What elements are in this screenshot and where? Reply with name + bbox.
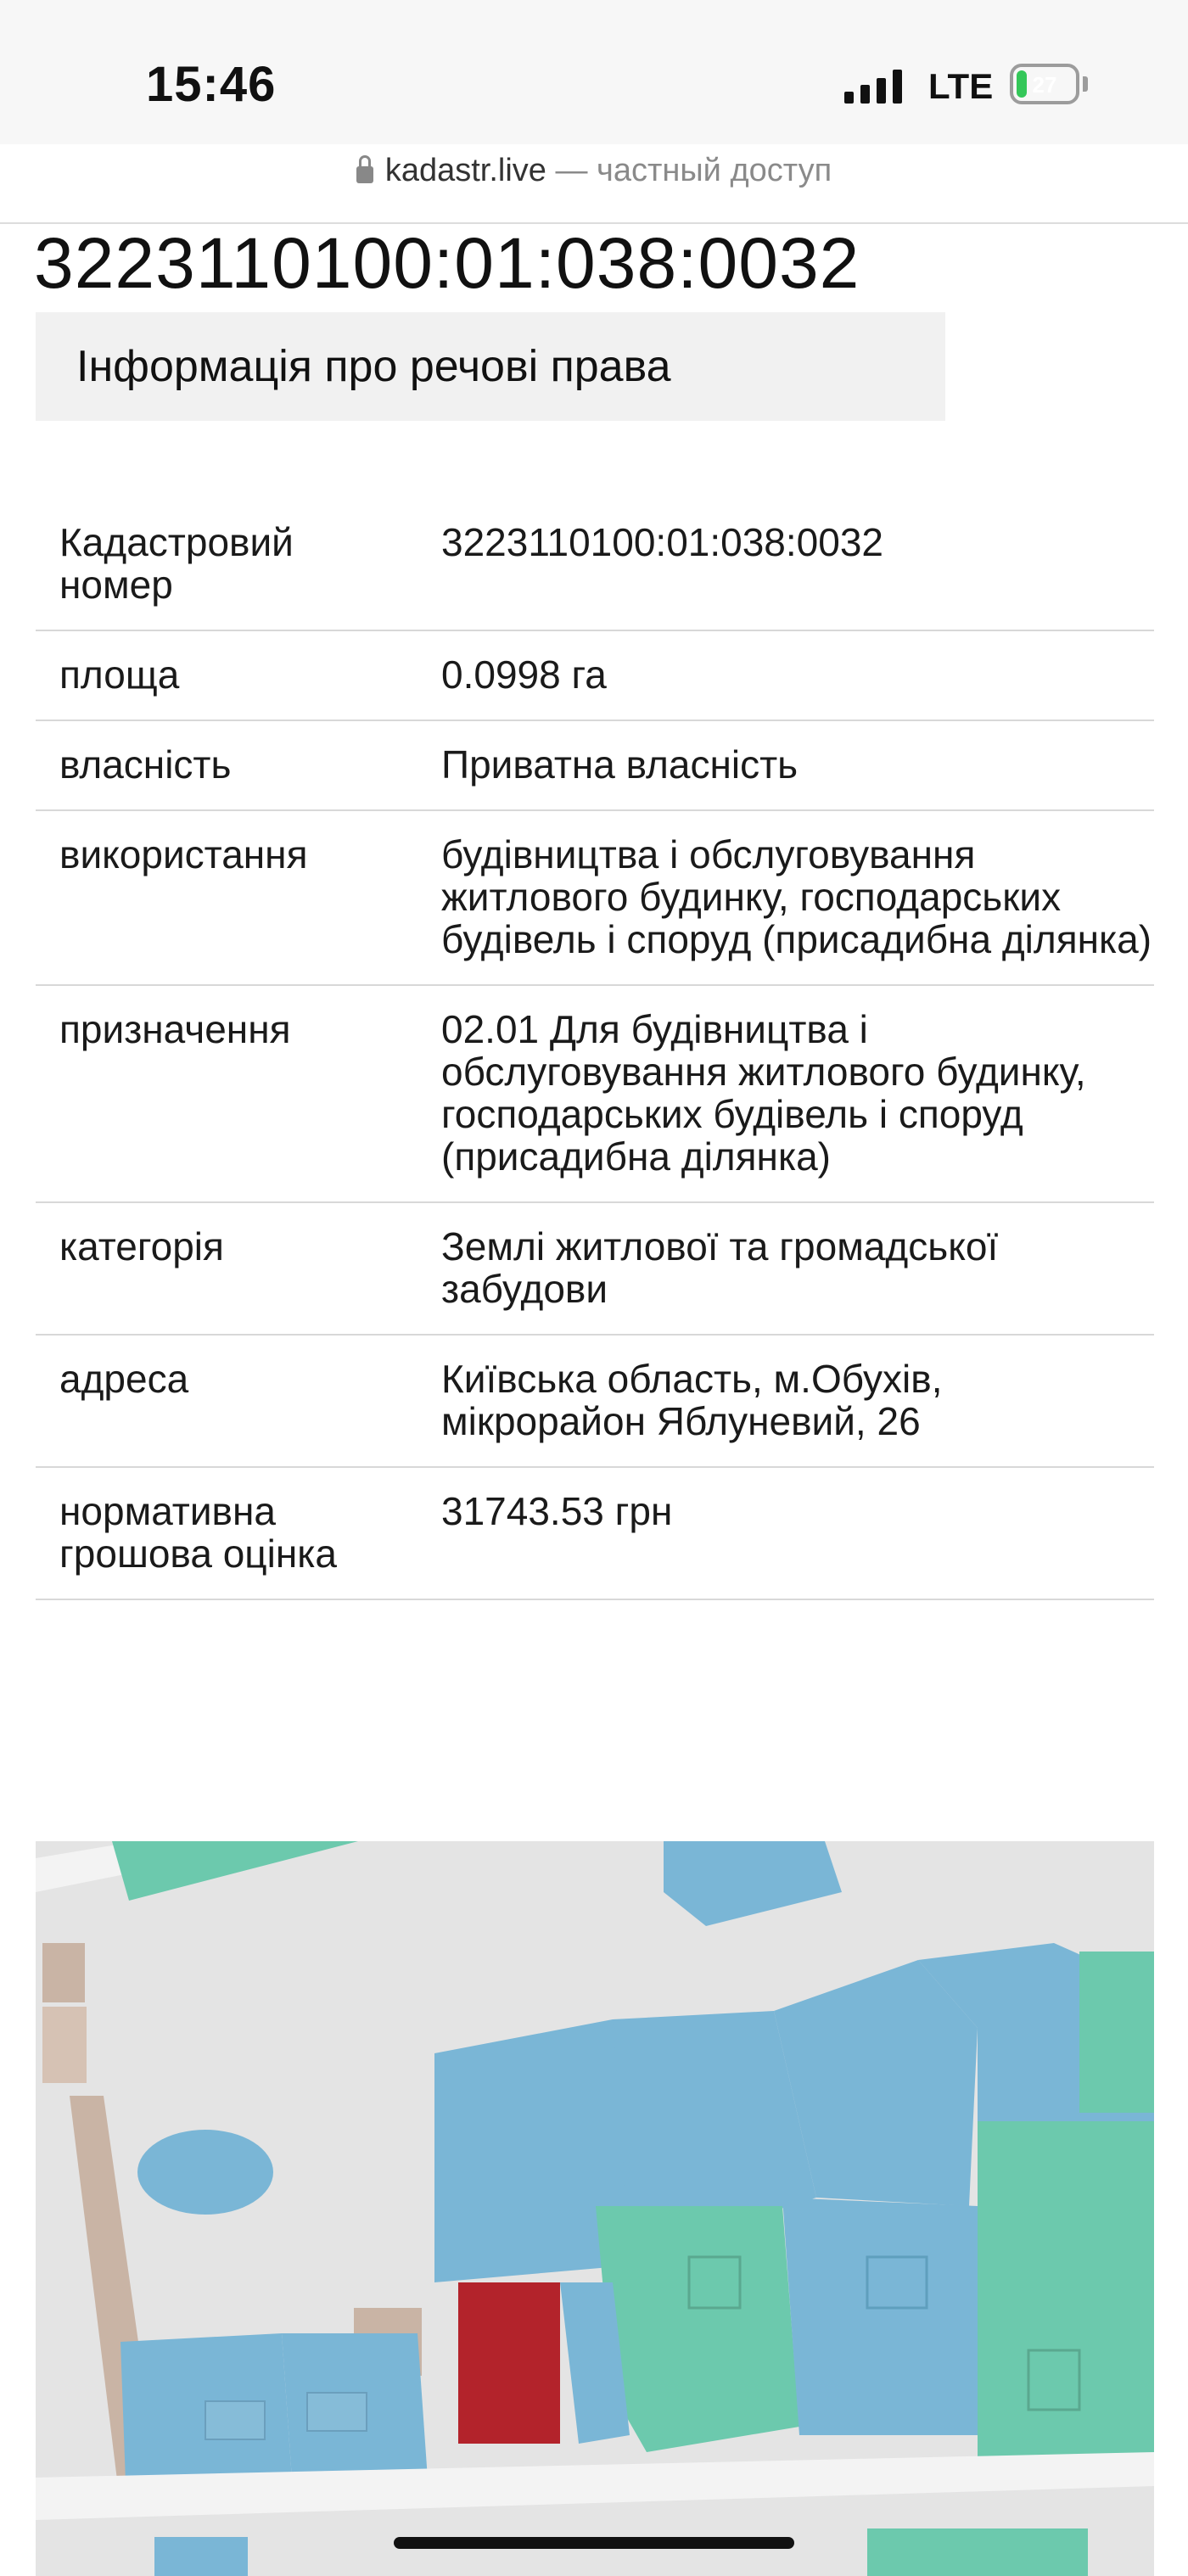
map-parcel[interactable]: [867, 2528, 1088, 2576]
map-building: [42, 2007, 87, 2083]
field-value: Приватна власність: [416, 720, 1154, 810]
access-note: — частный доступ: [555, 153, 832, 188]
home-indicator[interactable]: [394, 2537, 794, 2549]
address-bar[interactable]: [0, 153, 1188, 189]
map-building: [42, 1943, 85, 2002]
status-bar: [0, 0, 1188, 188]
field-label: категорія: [36, 1202, 416, 1335]
status-time: 15:46: [146, 57, 277, 112]
signal-strength-icon: [844, 70, 907, 104]
map-building: [307, 2393, 367, 2431]
cadastral-map[interactable]: [36, 1841, 1154, 2576]
field-value: Київська область, м.Обухів, мікрорайон Яблуневий, 26: [416, 1335, 1154, 1467]
battery-tip: [1083, 76, 1088, 92]
table-row: [36, 1202, 1154, 1335]
rights-section-title: Інформація про речові права: [76, 342, 671, 391]
battery-percent: 27: [1032, 72, 1057, 98]
map-parcel[interactable]: [978, 2121, 1154, 2333]
table-row: [36, 499, 1154, 630]
rights-section-header[interactable]: [36, 312, 945, 421]
table-row: [36, 1335, 1154, 1467]
field-label: використання: [36, 810, 416, 985]
map-building: [205, 2401, 265, 2439]
map-parcel[interactable]: [1079, 1952, 1154, 2113]
table-row: [36, 1467, 1154, 1599]
site-domain: kadastr.live: [384, 153, 546, 188]
field-label: власність: [36, 720, 416, 810]
map-parcel[interactable]: [154, 2537, 248, 2576]
table-row: [36, 810, 1154, 985]
field-value: 02.01 Для будівництва і обслуговування житлового будинку, господарських будівель і споруд (присадибна ділянка): [416, 985, 1154, 1202]
table-row: [36, 985, 1154, 1202]
map-canvas[interactable]: [36, 1841, 1154, 2576]
battery-icon: [1010, 64, 1079, 104]
field-label: адреса: [36, 1335, 416, 1467]
lock-icon: [356, 166, 373, 183]
field-label: площа: [36, 630, 416, 720]
map-parcel[interactable]: [782, 2198, 978, 2435]
page-title: 3223110100:01:038:0032: [34, 223, 860, 303]
field-label: призначення: [36, 985, 416, 1202]
field-label: нормативна грошова оцінка: [36, 1467, 416, 1599]
selected-parcel[interactable]: [458, 2282, 560, 2444]
map-water: [137, 2130, 273, 2215]
field-value: 31743.53 грн: [416, 1467, 1154, 1599]
field-value: 3223110100:01:038:0032: [416, 499, 1154, 630]
field-label: Кадастровий номер: [36, 499, 416, 630]
field-value: будівництва і обслуговування житлового будинку, господарських будівель і споруд (присадибна ділянка): [416, 810, 1154, 985]
field-value: 0.0998 га: [416, 630, 1154, 720]
table-row: [36, 630, 1154, 720]
field-value: Землі житлової та громадської забудови: [416, 1202, 1154, 1335]
network-type: LTE: [928, 66, 994, 106]
parcel-info-table: [36, 499, 1154, 1600]
table-row: [36, 720, 1154, 810]
